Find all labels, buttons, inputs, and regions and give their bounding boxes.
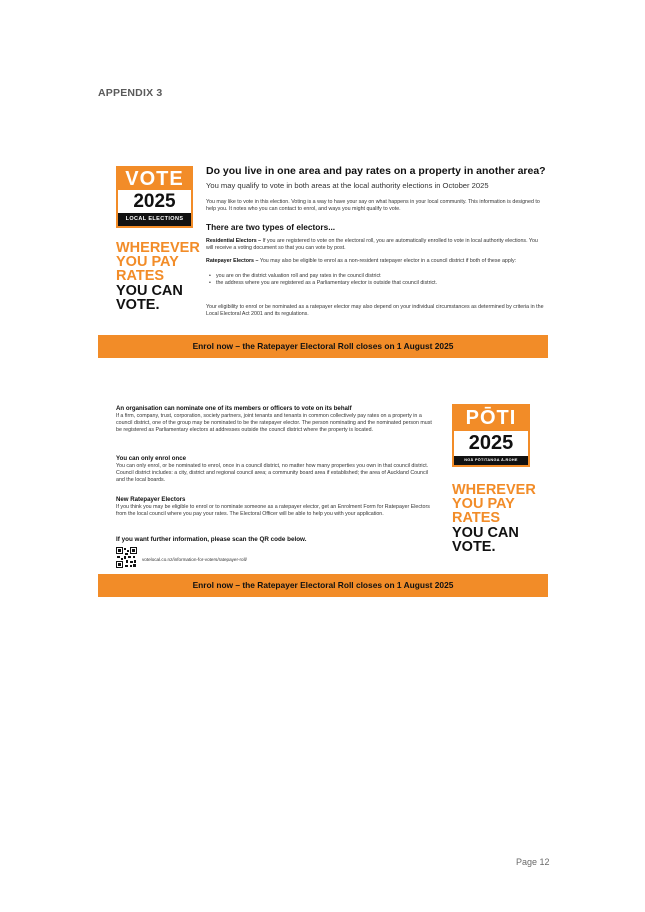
section-heading: New Ratepayer Electors [116, 496, 186, 503]
flyer-title: Do you live in one area and pay rates on a property in another area? [206, 165, 546, 177]
slogan [116, 241, 200, 312]
slogan [452, 483, 536, 554]
section-heading: You can only enrol once [116, 455, 186, 462]
logo-year: 2025 [454, 431, 528, 456]
section-text: If you think you may be eligible to enrol or to nominate someone as a ratepayer elector, get an Enrolment Form for Ratepayer Electors from the local council where you pay your rates. The Electoral Officer will be able to help you with your application. [116, 504, 430, 518]
qr-code-icon[interactable] [116, 547, 137, 568]
slogan-line: WHEREVER [452, 482, 536, 498]
ratepayer-label: Ratepayer Electors – [206, 258, 259, 264]
residential-label: Residential Electors – [206, 238, 262, 244]
enrol-banner: Enrol now – the Ratepayer Electoral Roll closes on 1 August 2025 [98, 574, 548, 597]
slogan-line: YOU CAN [116, 282, 183, 299]
slogan-line: YOU PAY [452, 496, 515, 513]
eligibility-bullets [206, 273, 546, 287]
list-item: • you are on the district valuation roll and pay rates in the council district [206, 273, 546, 280]
logo-subtitle: NGĀ PŌTITANGA Ā-ROHE [454, 456, 528, 465]
residential-text: If you are registered to vote on the electoral roll, you are automatically enrolled to vote in local authority elections. You will receive a voting document so that you can vote by post. [206, 238, 538, 252]
logo-main-text: VOTE [118, 168, 191, 190]
qr-heading: If you want further information, please scan the QR code below. [116, 536, 307, 543]
slogan-line: YOU PAY [116, 254, 179, 271]
vote-2025-logo [116, 166, 193, 228]
slogan-line: RATES [116, 268, 165, 285]
flyer-subtitle: You may qualify to vote in both areas at the local authority elections in October 2025 [206, 181, 489, 190]
enrol-banner: Enrol now – the Ratepayer Electoral Roll closes on 1 August 2025 [98, 335, 548, 358]
slogan-line: RATES [452, 510, 501, 527]
logo-subtitle: LOCAL ELECTIONS [118, 213, 191, 226]
poti-2025-logo [452, 404, 530, 467]
list-item: • the address where you are registered as a Parliamentary elector is outside that council district. [206, 280, 546, 287]
slogan-line: YOU CAN [452, 524, 519, 541]
section-heading: An organisation can nominate one of its members or officers to vote on its behalf [116, 405, 352, 412]
residential-electors-paragraph [206, 238, 546, 252]
section-text: If a firm, company, trust, corporation, society partners, joint tenants and tenants in common collectively pay rates on a property in a council district, one of the group may be nominated to be the ratepayer elector. The person nominating and the nominated person must be registered as Parliamentary electors at addresses outside the council district where the property is located. [116, 413, 432, 434]
logo-main-text: PŌTI [454, 406, 528, 431]
logo-year: 2025 [118, 190, 191, 213]
section-text: You can only enrol, or be nominated to enrol, once in a council district, no matter how many properties you own in that council district. Council district includes: a city, district and regional council area; a community board area if established; the area of Auckland Council and the local boards. [116, 463, 429, 484]
slogan-line: VOTE. [452, 538, 496, 555]
slogan-line: WHEREVER [116, 240, 200, 256]
ratepayer-electors-paragraph [206, 258, 546, 265]
qr-url-link[interactable]: votelocal.co.nz/information-for-voters/ratepayer-roll/ [142, 557, 247, 562]
intro-paragraph: You may like to vote in this election. Voting is a way to have your say on what happens in your local community. This information is designed to help you. It notes who you can contact to enrol, and ways you might qualify to vote. [206, 199, 540, 213]
slogan-line: VOTE. [116, 296, 160, 313]
elector-types-heading: There are two types of electors... [206, 222, 336, 232]
appendix-label: APPENDIX 3 [98, 87, 163, 99]
eligibility-paragraph: Your eligibility to enrol or be nominated as a ratepayer elector may also depend on your individual circumstances as determined by criteria in the Local Electoral Act 2001 and its regulations. [206, 304, 544, 318]
page-number: Page 12 [516, 857, 550, 867]
ratepayer-text: You may also be eligible to enrol as a non-resident ratepayer elector in a council district if both of these apply: [259, 258, 517, 264]
